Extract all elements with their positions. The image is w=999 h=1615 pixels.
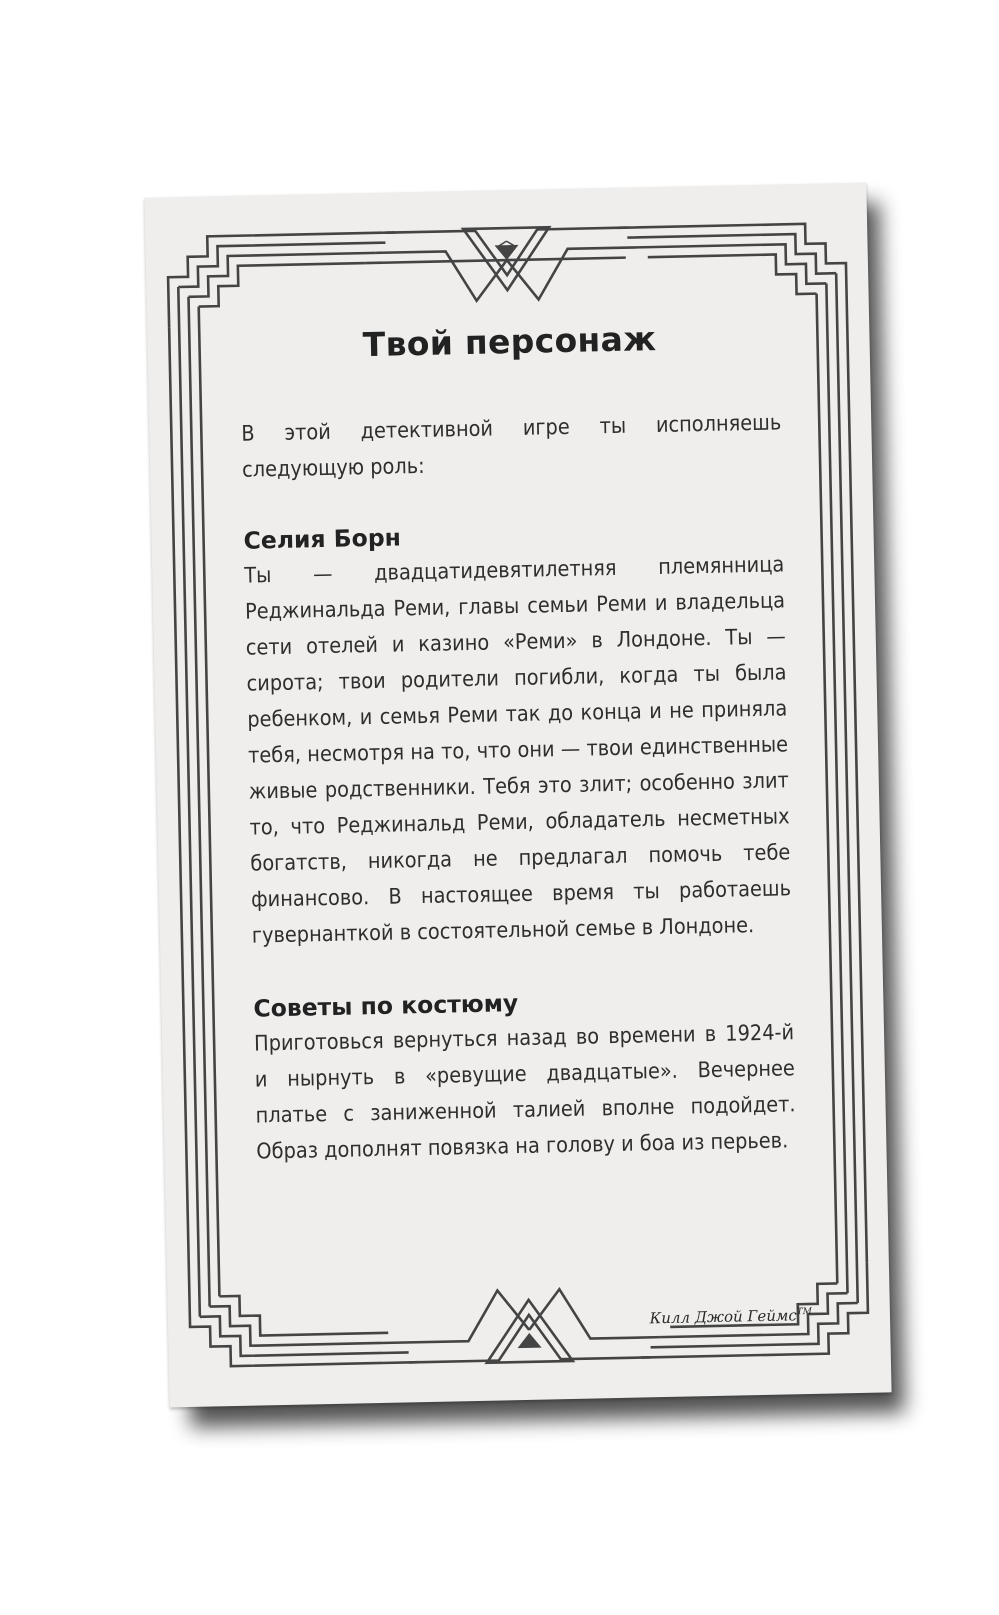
card-content <box>239 316 797 1210</box>
brand-logo <box>649 1306 812 1327</box>
trademark-mark: TM <box>796 1306 812 1318</box>
page-title: Твой персонаж <box>362 319 657 365</box>
costume-text: Приготовься вернуться назад во времени в 1924-й и нырнуть в «ревущие двадцатые». Вечернее платье с заниженной талией вполне подойдет. Образ дополнят повязка на голову и боа из перьев. <box>253 1020 796 1165</box>
intro-text: В этой детективной игре ты исполняешь следующую роль: <box>241 410 782 483</box>
shell-emblem-icon <box>494 241 518 260</box>
costume-section <box>253 983 797 1170</box>
costume-heading: Советы по костюму <box>253 989 519 1023</box>
character-section <box>243 515 792 954</box>
shell-emblem-icon <box>517 1333 541 1348</box>
character-card <box>144 183 891 1408</box>
brand-name: Килл Джой Геймс <box>649 1306 797 1328</box>
character-heading: Селия Борн <box>243 523 402 555</box>
character-text: Ты — двадцатидевятилетняя племянница Реджинальда Реми, главы семьи Реми и владельца сети отелей и казино «Реми» в Лондоне. Ты — сирота; твои родители погибли, когда ты была ребенком, и семья Реми так до конца и не приняла тебя, несмотря на то, что они — твои единственные живые родственники. Тебя это злит; особенно злит то, что Реджинальд Реми, обладатель несметных богатств, никогда не предлагал помочь тебе финансово. В настоящее время ты работаешь гувернанткой в состоятельной семье в Лондоне. <box>244 552 792 949</box>
